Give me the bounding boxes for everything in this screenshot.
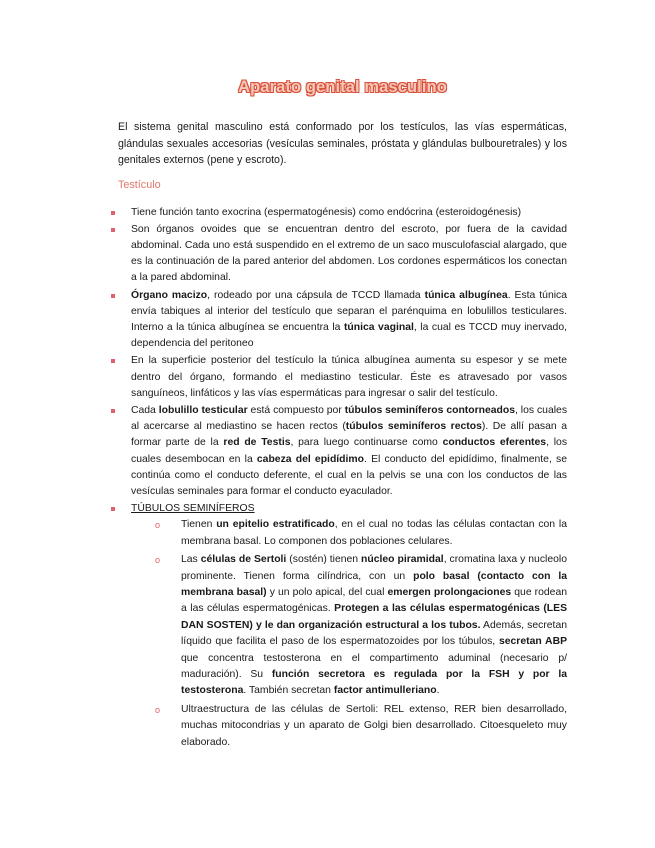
square-bullet-icon — [111, 409, 115, 413]
text-run: está compuesto por — [247, 404, 345, 416]
text-run: . Esta túnica envía tabiques al interior del testículo que separan el parénquima en lobulillos testiculares. Interno a la túnica albugínea se encuentra la — [131, 289, 568, 333]
intro-paragraph: El sistema genital masculino está conformado por los testículos, las vías espermáticas, glándulas sexuales accesorias (vesículas seminales, próstata y glándulas bulbouretrales) y los genitales externos (pene y escroto). — [118, 121, 567, 166]
square-bullet-icon — [111, 507, 115, 511]
sub-bullet-item — [155, 552, 568, 700]
circle-bullet-icon: o — [155, 704, 161, 715]
bullet-text — [131, 405, 567, 497]
bullet-text: En la superficie posterior del testículo la túnica albugínea aumenta su espesor y se mete dentro del órgano, formando el mediastino testicular. Éste es atravesado por vasos sanguíneos, linfáticos y las vías espermáticas para ingresar o salir del testículo. — [131, 355, 567, 399]
sub-bullet-text — [181, 519, 567, 546]
square-bullet-icon — [111, 211, 115, 215]
text-run: (sostén) tienen — [286, 554, 362, 566]
document-title: Aparato genital masculino — [238, 78, 447, 96]
bullet-item — [118, 353, 567, 402]
text-run: , cromatina laxa y nucleolo prominente. Tienen forma cilíndrica, con un — [181, 554, 567, 582]
square-bullet-icon — [111, 228, 115, 232]
bold-run: túbulos seminíferos contorneados — [344, 404, 516, 416]
testiculo-bullet-list — [118, 205, 567, 752]
bold-run: Órgano macizo — [131, 289, 208, 301]
tubulos-sub-list — [131, 517, 567, 751]
bold-run: función secretora es regulada por la FSH y por la testosterona — [181, 669, 567, 697]
bold-run: lobulillo testicular — [158, 404, 248, 416]
bold-run: núcleo piramidal — [361, 554, 444, 566]
circle-bullet-icon: o — [155, 520, 161, 531]
bold-run: túbulos seminíferos rectos — [345, 421, 482, 433]
bold-run: factor antimulleriano — [333, 685, 437, 697]
bold-run: conductos eferentes — [442, 437, 547, 449]
bold-run: túnica albugínea — [424, 289, 508, 301]
bullet-text — [131, 290, 567, 350]
bold-run: cabeza del epidídimo — [256, 453, 365, 465]
text-run: . — [436, 685, 440, 697]
bold-run: polo basal (contacto con la membrana basal) — [181, 570, 567, 598]
text-run: y un polo apical, del cual — [266, 586, 388, 598]
bold-run: secretan ABP — [498, 636, 568, 648]
text-run: . También secretan — [243, 685, 334, 697]
text-run: Cada — [131, 404, 159, 416]
bold-run: túnica vaginal — [343, 321, 414, 333]
bold-run: un epitelio estratificado — [216, 519, 335, 531]
text-run: Tienen — [181, 519, 217, 531]
sub-bullet-text: Ultraestructura de las células de Sertoli: REL extenso, RER bien desarrollado, muchas mitocondrias y un aparato de Golgi bien desarrollado. Citoesqueleto muy elaborado. — [181, 703, 567, 748]
bullet-item — [118, 205, 567, 221]
text-run: Además, secretan líquido que facilita el paso de los espermatozoides por los túbulos, — [181, 619, 567, 648]
text-run: ). De allí pasan a formar parte de la — [131, 421, 567, 449]
text-run: , los cuales desembocan en la — [131, 437, 568, 465]
text-run: que rodean a las células espermatogénicas. — [181, 586, 568, 615]
bold-run: emergen prolongaciones — [387, 586, 512, 598]
text-run: , los cuales al acercarse al mediastino se hacen rectos ( — [131, 404, 568, 433]
bullet-item — [118, 288, 567, 353]
bullet-text: Tiene función tanto exocrina (espermatogénesis) como endócrina (esteroidogénesis) — [131, 206, 522, 218]
text-run: . El conducto del epidídimo, finalmente, se continúa como el conducto deferente, el cual en la pelvis se una con los conductos de las vesículas seminales para formar el conducto eyaculador. — [131, 453, 567, 497]
text-run: Las — [181, 554, 201, 566]
text-run: , para luego continuarse como — [290, 437, 443, 449]
square-bullet-icon — [111, 294, 115, 298]
bullet-item — [118, 222, 567, 287]
bullet-item — [118, 403, 567, 500]
section-heading-testiculo: Testículo — [118, 178, 161, 191]
circle-bullet-icon: o — [155, 555, 161, 566]
text-run: , rodeado por una cápsula de TCCD llamada — [207, 289, 425, 301]
bold-run: células de Sertoli — [200, 554, 287, 566]
sub-bullet-text — [181, 554, 567, 696]
text-run: , en el cual no todas las células contactan con la membrana basal. Lo componen dos poblaciones celulares. — [181, 519, 567, 547]
bullet-item — [118, 501, 567, 751]
subsection-heading-tubulos: TÚBULOS SEMINÍFEROS — [131, 503, 255, 515]
text-run: que concentra testosterona en el compartimento aduminal (necesario p/ maduración). Su — [181, 652, 567, 681]
text-run: , la cual es TCCD muy inervado, dependencia del peritoneo — [131, 321, 567, 350]
sub-bullet-item — [155, 702, 567, 751]
bullet-text: Son órganos ovoides que se encuentran dentro del escroto, por fuera de la cavidad abdominal. Cada uno está suspendido en el extremo de un saco musculofascial alargado, que es la continuación de la pared anterior del abdomen. Los cordones espermáticos los conectan a la pared abdominal. — [131, 223, 567, 284]
bold-run: red de Testis — [223, 437, 291, 449]
square-bullet-icon — [111, 359, 115, 363]
bold-run: Protegen a las células espermatogénicas (LES DAN SOSTEN) y le dan organización estructural a los tubos. — [181, 603, 568, 631]
sub-bullet-item — [155, 517, 567, 550]
